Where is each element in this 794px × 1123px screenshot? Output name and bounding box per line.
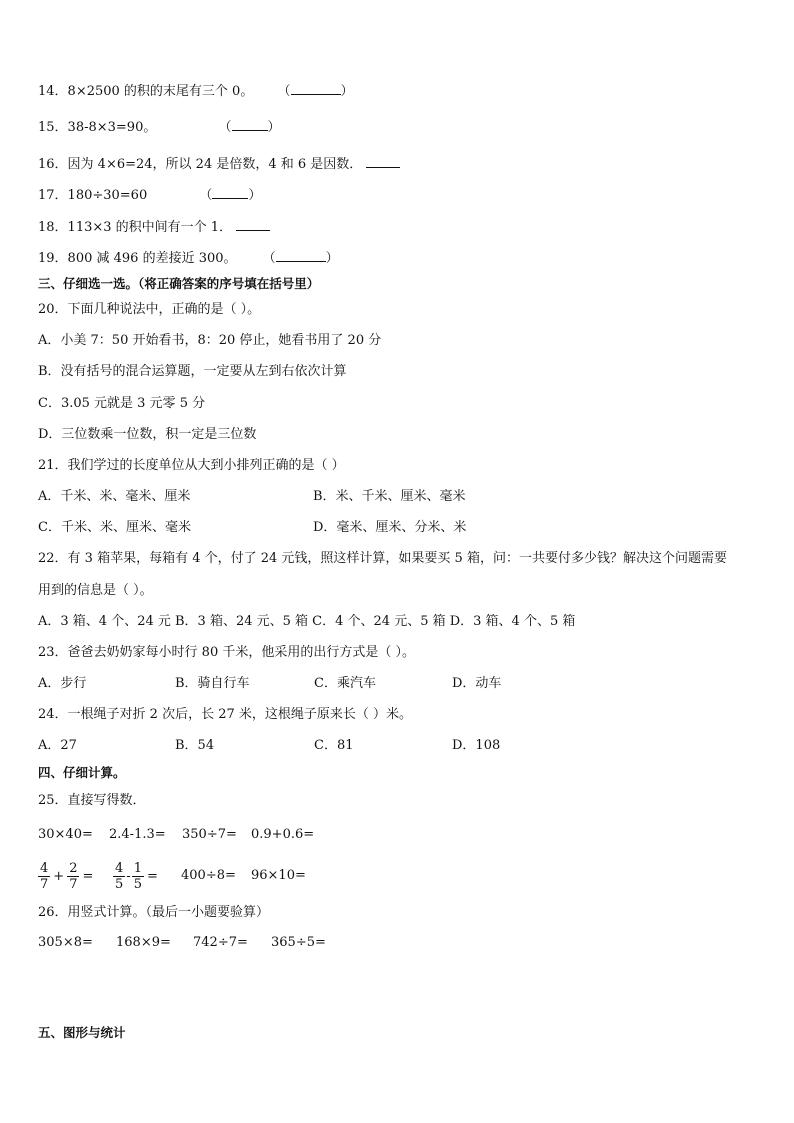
q21-option-b: B．米、千米、厘米、毫米	[313, 489, 466, 504]
question-23-stem: 23．爸爸去奶奶家每小时行 80 千米，他采用的出行方式是（ ）。	[38, 645, 415, 660]
section-3-title: 三、仔细选一选。（将正确答案的序号填在括号里）	[38, 276, 320, 291]
q23-option-a: A．步行	[38, 676, 87, 691]
question-24-stem: 24．一根绳子对折 2 次后，长 27 米，这根绳子原来长（ ）米。	[38, 707, 413, 722]
question-14: 14．8×2500 的积的末尾有三个 0。 （ ）	[38, 84, 354, 99]
calc-item: 400÷8=	[181, 868, 236, 883]
answer-blank[interactable]	[366, 155, 400, 168]
q24-option-b: B．54	[175, 738, 215, 753]
question-21-stem: 21．我们学过的长度单位从大到小排列正确的是（ ）	[38, 458, 345, 473]
q20-option-d: D．三位数乘一位数，积一定是三位数	[38, 427, 257, 442]
q20-option-a: A．小美 7：50 开始看书，8：20 停止，她看书用了 20 分	[38, 333, 382, 348]
calc-item: 742÷7=	[193, 935, 248, 950]
q24-option-c: C．81	[314, 738, 354, 753]
q22-options: A．3 箱、4 个、24 元 B．3 箱、24 元、5 箱 C．4 个、24 元、5 箱 D．3 箱、4 个、5 箱	[38, 614, 576, 629]
answer-blank[interactable]	[232, 118, 268, 131]
fraction: $\frac{1}{5}$	[133, 860, 142, 892]
q23-option-d: D．动车	[452, 676, 502, 691]
question-18: 18．113×3 的积中间有一个 1．	[38, 218, 270, 237]
answer-blank[interactable]	[212, 186, 248, 199]
fraction: $\frac{4}{5}$	[115, 860, 124, 892]
question-25-stem: 25．直接写得数．	[38, 793, 146, 808]
q21-option-c: C．千米、米、厘米、毫米	[38, 520, 191, 535]
question-19: 19．800 减 496 的差接近 300。 （ ）	[38, 251, 339, 266]
question-26-stem: 26．用竖式计算。（最后一小题要验算）	[38, 905, 270, 920]
calc-item: 168×9=	[116, 935, 171, 950]
calc-item: 350÷7=	[182, 827, 237, 842]
calc-item: 96×10=	[251, 868, 306, 883]
section-5-title: 五、图形与统计	[38, 1025, 126, 1040]
answer-blank[interactable]	[291, 82, 341, 95]
q24-option-d: D．108	[452, 738, 501, 753]
q23-option-b: B．骑自行车	[175, 676, 250, 691]
calc-item: 30×40=	[38, 827, 93, 842]
q23-option-c: C．乘汽车	[314, 676, 376, 691]
fraction: $\frac{2}{7}$	[69, 860, 78, 892]
question-20-stem: 20．下面几种说法中，正确的是（ ）。	[38, 302, 261, 317]
question-17: 17．180÷30=60 （ ）	[38, 188, 262, 203]
q21-option-d: D．毫米、厘米、分米、米	[313, 520, 467, 535]
fraction: $\frac{4}{7}$	[40, 860, 49, 892]
question-22-stem-line2: 用到的信息是（ ）。	[38, 583, 153, 598]
calc-item: 365÷5=	[271, 935, 326, 950]
question-22-stem-line1: 22．有 3 箱苹果，每箱有 4 个，付了 24 元钱，照这样计算，如果要买 5 箱，问：一共要付多少钱？解决这个问题需要	[38, 551, 727, 566]
q20-option-b: B．没有括号的混合运算题，一定要从左到右依次计算	[38, 364, 347, 379]
calc-item: 2.4-1.3=	[109, 827, 166, 842]
q24-option-a: A．27	[38, 738, 77, 753]
calc-item: 305×8=	[38, 935, 93, 950]
answer-blank[interactable]	[236, 218, 270, 231]
fraction-sum: $\frac{4}{7}$ + $\frac{2}{7}$ =	[40, 860, 94, 892]
question-15: 15．38-8×3=90。 （ ）	[38, 120, 281, 135]
question-16: 16．因为 4×6=24，所以 24 是倍数，4 和 6 是因数．	[38, 155, 400, 174]
calc-item: 0.9+0.6=	[251, 827, 315, 842]
section-4-title: 四、仔细计算。	[38, 765, 126, 780]
q20-option-c: C．3.05 元就是 3 元零 5 分	[38, 396, 206, 411]
q21-option-a: A．千米、米、毫米、厘米	[38, 489, 191, 504]
answer-blank[interactable]	[276, 249, 326, 262]
fraction-difference: $\frac{4}{5}$ - $\frac{1}{5}$ =	[115, 860, 158, 892]
